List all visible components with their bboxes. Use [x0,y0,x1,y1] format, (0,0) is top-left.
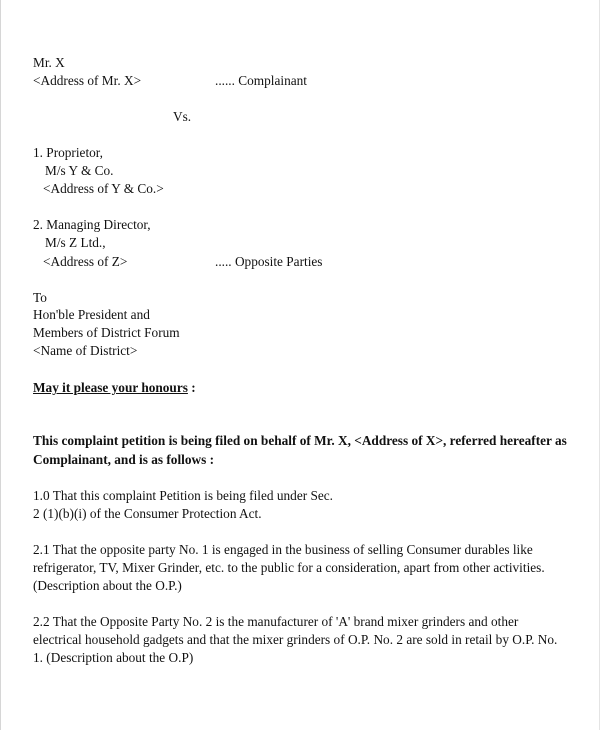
para-2-2-line-3: 1. (Description about the O.P) [33,650,194,665]
para-2-1-line-3: (Description about the O.P.) [33,578,182,593]
intro-line-2: Complainant, and is as follows : [33,452,215,467]
op2-firm: M/s Z Ltd., [45,235,106,250]
op1-firm: M/s Y & Co. [45,163,114,178]
salutation [33,380,196,396]
salutation-text: May it please your honours [33,380,188,395]
page-left-edge [0,0,1,730]
para-2-2-line-2: electrical household gadgets and that the mixer grinders of O.P. No. 2 are sold in retail by O.P. No. [33,632,558,647]
op1-address: <Address of Y & Co.> [43,181,164,196]
op2-address: <Address of Z> [43,254,128,269]
op1-designation: 1. Proprietor, [33,145,104,160]
addressee-line-2: Members of District Forum [33,325,180,340]
para-2-1-line-1: 2.1 That the opposite party No. 1 is engaged in the business of selling Consumer durables like [33,542,533,557]
para-1-0-line-1: 1.0 That this complaint Petition is being filed under Sec. [33,488,333,503]
complainant-role: ...... Complainant [215,73,307,88]
op2-role: ..... Opposite Parties [215,254,323,269]
op2-designation: 2. Managing Director, [33,217,151,232]
addressee-line-3: <Name of District> [33,343,138,358]
versus-label: Vs. [173,109,192,124]
para-1-0-line-2: 2 (1)(b)(i) of the Consumer Protection Act. [33,506,262,521]
salutation-colon: : [187,380,196,395]
complainant-name: Mr. X [33,55,65,70]
para-2-1-line-2: refrigerator, TV, Mixer Grinder, etc. to the public for a consideration, apart from other activities. [33,560,545,575]
addressee-line-1: Hon'ble President and [33,307,150,322]
complainant-address: <Address of Mr. X> [33,73,142,88]
addressee-to: To [33,290,47,305]
para-2-2-line-1: 2.2 That the Opposite Party No. 2 is the manufacturer of 'A' brand mixer grinders and other [33,614,519,629]
intro-line-1: This complaint petition is being filed on behalf of Mr. X, <Address of X>, referred hereafter as [33,433,567,448]
